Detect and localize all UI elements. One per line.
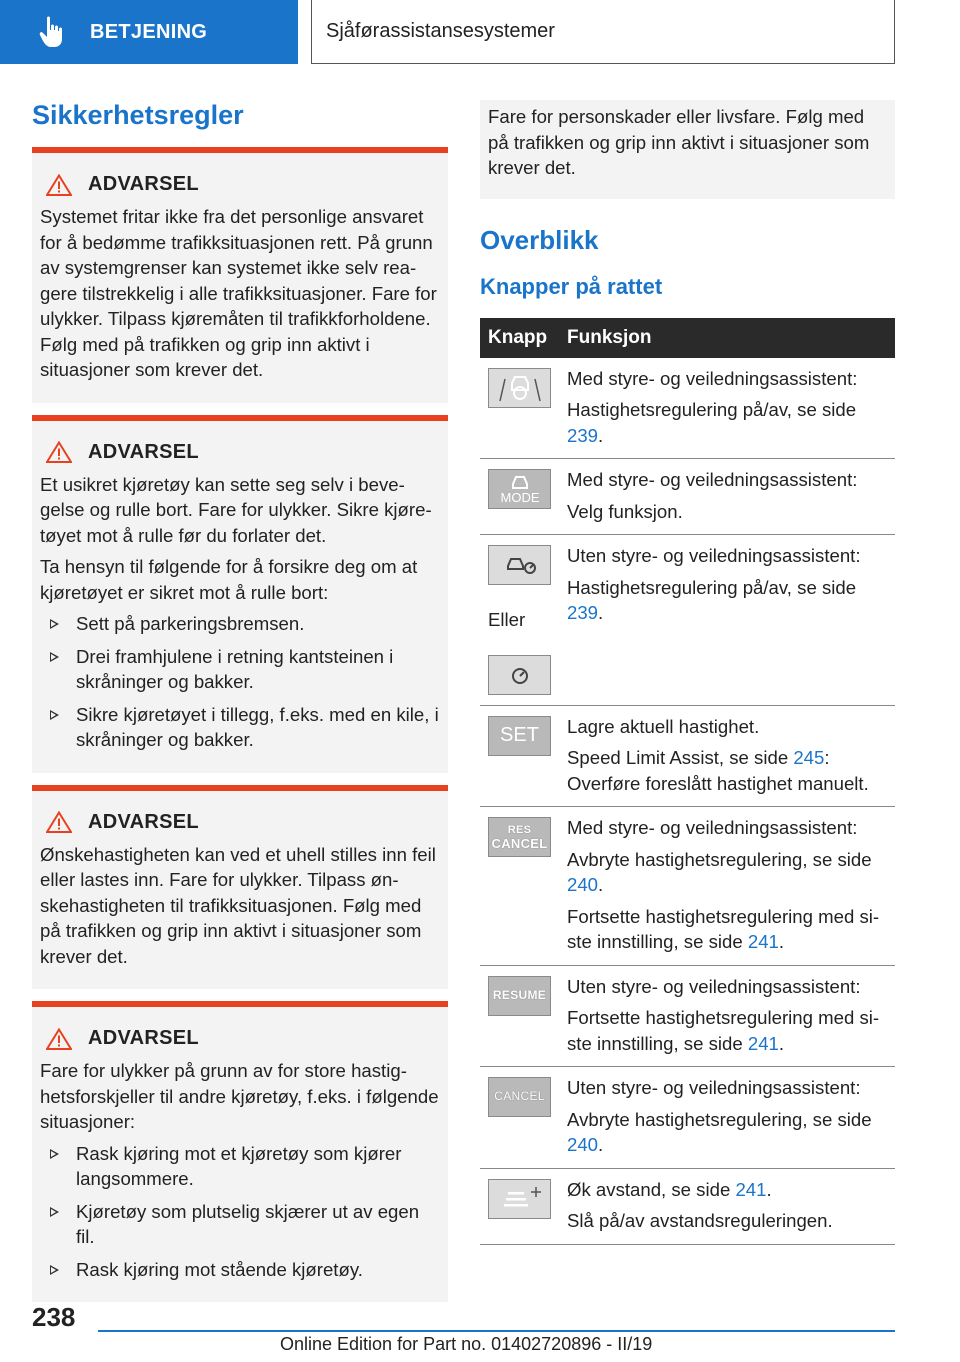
- mode-button-icon: [488, 469, 551, 509]
- table-row: [480, 705, 895, 807]
- warning-title: ADVARSEL: [88, 173, 199, 195]
- res-label: RES: [507, 824, 532, 836]
- warning-title: ADVARSEL: [88, 1027, 199, 1049]
- right-column: [480, 100, 895, 1245]
- warning-list: [40, 611, 440, 753]
- header-section-tab: [0, 0, 298, 64]
- function-cell: Lagre aktuell hastighet. Speed Limit Assist, se side 245: Overføre foreslått hastighet manuelt.: [559, 705, 895, 807]
- button-function-table: [480, 318, 895, 1245]
- page-link[interactable]: 240: [567, 1134, 599, 1155]
- bullet-triangle-icon: [50, 1149, 59, 1159]
- footer-edition: Online Edition for Part no. 01402720896 - II/19: [280, 1334, 653, 1354]
- table-row: [480, 965, 895, 1067]
- table-row: [480, 1067, 895, 1169]
- warning-title: ADVARSEL: [88, 440, 199, 463]
- list-item: Sikre kjøretøyet i tillegg, f.eks. med en kile, i skråninger og bakker.: [40, 702, 440, 753]
- res-cancel-button-icon: [488, 817, 551, 857]
- table-row: [480, 807, 895, 966]
- page-link[interactable]: 239: [567, 602, 599, 623]
- warning-box-4: [32, 1001, 448, 1302]
- function-cell: Uten styre- og veiledningsassistent: Fortsette hastighetsregulering med siste innstilling, se side 241.: [559, 965, 895, 1067]
- mode-label: MODE: [500, 490, 539, 505]
- page-link[interactable]: 245: [793, 747, 825, 768]
- left-column: [32, 100, 448, 1314]
- page-number: 238: [32, 1302, 76, 1332]
- table-row: [480, 459, 895, 535]
- set-button-icon: [488, 716, 551, 756]
- function-cell: Med styre- og veiledningsassistent: Avbryte hastighetsregulering, se side 240. Fortsette hastighetsregulering med siste innstilling, se side 241.: [559, 807, 895, 966]
- warning-list: [40, 1141, 440, 1283]
- list-item: Kjøretøy som plutselig skjærer ut av egen fil.: [40, 1199, 440, 1250]
- warning-box-1: [32, 147, 448, 403]
- bullet-triangle-icon: [50, 1265, 59, 1275]
- cruise-control-icon: [488, 545, 551, 585]
- table-row: [480, 535, 895, 706]
- page-link[interactable]: 241: [747, 1032, 779, 1054]
- table-row: [480, 358, 895, 459]
- page-link[interactable]: 241: [735, 1178, 767, 1200]
- or-label: Eller: [488, 609, 526, 630]
- list-item: Drei framhjulene i retning kantsteinen i skråninger og bakker.: [40, 644, 440, 695]
- footer-divider: [98, 1330, 895, 1332]
- page-link[interactable]: 241: [747, 931, 779, 952]
- assistant-steering-icon: [488, 368, 551, 408]
- heading-overview: Overblikk: [480, 224, 599, 255]
- function-cell: Uten styre- og veiledningsassistent: Hastighetsregulering på/av, se side 239.: [559, 535, 895, 706]
- bullet-triangle-icon: [50, 710, 59, 720]
- bullet-triangle-icon: [50, 1207, 59, 1217]
- warning-triangle-icon: [46, 441, 72, 463]
- bullet-triangle-icon: [50, 619, 59, 629]
- distance-plus-icon: [488, 1179, 551, 1219]
- warning-text: Ta hensyn til følgende for å forsikre deg om at kjøretøyet er sikret mot å rulle bort:: [40, 556, 418, 603]
- warning-triangle-icon: [46, 1028, 72, 1050]
- section-title: BETJENING: [90, 20, 208, 43]
- warning-continued: [480, 100, 895, 199]
- function-cell: Øk avstand, se side 241. Slå på/av avstandsreguleringen.: [559, 1168, 895, 1244]
- hand-pointer-icon: [38, 15, 68, 49]
- bullet-triangle-icon: [50, 652, 59, 662]
- cancel-label: CANCEL: [494, 1089, 545, 1104]
- cruise-control-alt-icon: [488, 655, 551, 695]
- chapter-title: Sjåførassistansesystemer: [326, 20, 555, 42]
- function-cell: Med styre- og veiledningsassistent: Hastighetsregulering på/av, se side 239.: [559, 358, 895, 459]
- warning-title: ADVARSEL: [88, 810, 199, 833]
- warning-text: Systemet fritar ikke fra det personlige ansvaret for å bedømme trafikksituasjonen rett. På grunn av systemgrenser kan systemet ikke selv reagere tilstrekkelig i alle trafikksituasjoner. Fare for ulykker. Tilpass kjøremåten til trafikkforholdene. Følg med på trafikken og grip inn aktivt i situasjoner som krever det.: [40, 206, 437, 380]
- page-link[interactable]: 239: [567, 424, 599, 446]
- resume-button-icon: [488, 976, 551, 1016]
- chapter-header: [311, 0, 895, 64]
- list-item: Sett på parkeringsbremsen.: [40, 611, 440, 637]
- column-header-button: Knapp: [480, 318, 559, 358]
- list-item: Rask kjøring mot et kjøretøy som kjører langsommere.: [40, 1141, 440, 1192]
- set-label: SET: [500, 723, 539, 746]
- page-link[interactable]: 240: [567, 874, 599, 895]
- warning-text: Ønskehastigheten kan ved et uhell stilles inn feil eller lastes inn. Fare for ulykker. Tilpass ønskehastigheten til trafikksituasjonen. Følg med på trafikken og grip inn aktivt i situasjoner som krever det.: [40, 843, 436, 967]
- list-item: Rask kjøring mot stående kjøretøy.: [40, 1257, 440, 1283]
- warning-text: Fare for ulykker på grunn av for store hastighetsforskjeller til andre kjøretøy, f.eks. i følgende situasjoner:: [40, 1060, 439, 1132]
- warning-text: Et usikret kjøretøy kan sette seg selv i bevegelse og rulle bort. Fare for ulykker. Sikre kjøretøyet mot å rulle før du forlater det.: [40, 473, 432, 546]
- function-cell: Med styre- og veiledningsassistent: Velg funksjon.: [559, 459, 895, 535]
- function-cell: Uten styre- og veiledningsassistent: Avbryte hastighetsregulering, se side 240.: [559, 1067, 895, 1169]
- cancel-label: CANCEL: [491, 836, 548, 851]
- column-header-function: Funksjon: [559, 318, 895, 358]
- resume-label: RESUME: [492, 987, 547, 1002]
- cancel-button-icon: [488, 1077, 551, 1117]
- warning-triangle-icon: [46, 174, 72, 196]
- warning-text: Fare for personskader eller livsfare. Følg med på trafikken og grip inn aktivt i situasjoner som krever det.: [488, 106, 870, 178]
- warning-box-2: [32, 415, 448, 773]
- warning-triangle-icon: [46, 811, 72, 833]
- table-header-row: [480, 318, 895, 358]
- subheading-steering-buttons: Knapper på rattet: [480, 273, 663, 299]
- table-row: [480, 1168, 895, 1244]
- heading-safety-rules: Sikkerhetsregler: [32, 100, 244, 130]
- warning-box-3: [32, 785, 448, 990]
